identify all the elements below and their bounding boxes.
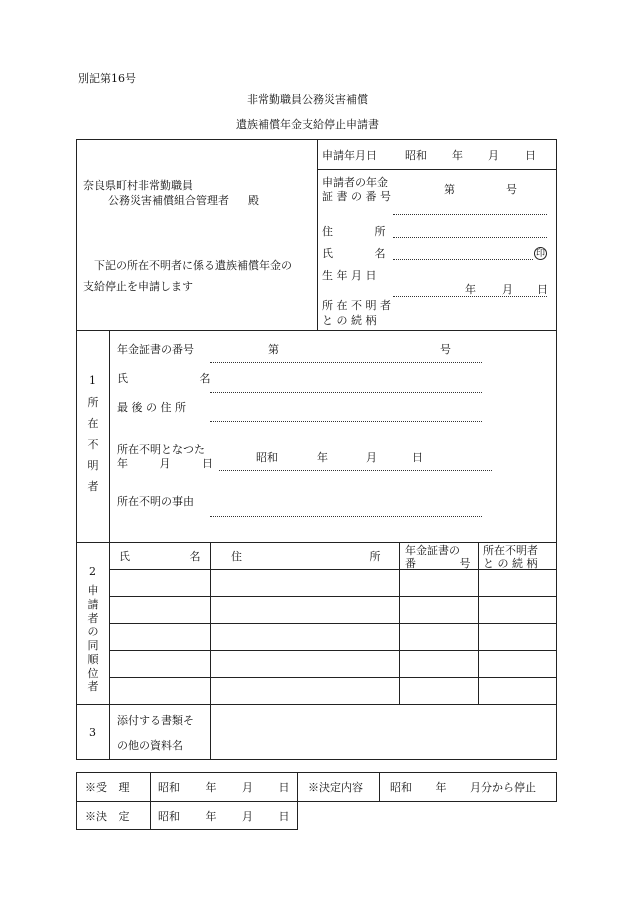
sec1-divider — [109, 330, 110, 760]
sec2-row-line — [109, 623, 557, 624]
top-divider — [317, 139, 318, 330]
sec1-number: 1 — [89, 374, 96, 387]
sec1-day: 日 — [412, 451, 423, 464]
birth-year: 年 — [465, 283, 476, 296]
seal-icon: 印 — [535, 249, 545, 259]
date-year: 年 — [452, 149, 463, 162]
cert-label-line2: 証 書 の 番 号 — [322, 190, 391, 203]
top-date-line — [317, 169, 557, 170]
footer-decision-content-label: ※決定内容 — [308, 781, 363, 794]
sec1-name-label: 氏 名 — [117, 372, 211, 385]
relation-label-line2: と の 続 柄 — [322, 314, 377, 327]
footer-divider — [379, 772, 380, 802]
addressee-line1: 奈良県町村非常勤職員 — [83, 179, 193, 192]
top-section-bottom — [76, 330, 557, 331]
sec2-col-cert-line2: 番 号 — [405, 557, 471, 570]
title-line1: 非常勤職員公務災害補償 — [247, 93, 368, 106]
sec2-col-relation-line2: と の 続 柄 — [483, 557, 538, 570]
birth-label: 生 年 月 日 — [322, 269, 377, 282]
sec2-vchar: 申 — [87, 584, 99, 597]
sec1-reason-dotline — [210, 516, 482, 517]
sec1-vertical-label — [86, 393, 100, 497]
date-month: 月 — [488, 149, 499, 162]
sec1-bottom — [76, 542, 557, 543]
sec2-col-cert-line1: 年金証書の — [405, 544, 460, 557]
sec1-vchar: 明 — [87, 458, 99, 472]
statement-line2: 支給停止を申請します — [83, 280, 193, 293]
sec1-last-address-dotline — [210, 421, 482, 422]
sec2-col-name: 氏 名 — [119, 550, 201, 563]
cert-label-line1: 申請者の年金 — [322, 176, 388, 189]
sec1-missing-since-line2: 年 月 日 — [117, 457, 213, 470]
name-label: 氏 名 — [322, 247, 386, 260]
sec1-last-address-label: 最 後 の 住 所 — [117, 401, 186, 414]
sec2-col-divider — [399, 542, 400, 704]
cert-go: 号 — [506, 183, 517, 196]
sec1-cert-label: 年金証書の番号 — [117, 343, 194, 356]
footer-received-date: 昭和 年 月 日 — [158, 781, 290, 794]
sec1-vchar: 不 — [87, 437, 99, 451]
sec2-col-relation-line1: 所在不明者 — [483, 544, 538, 557]
cert-dai: 第 — [444, 183, 455, 196]
statement-line1: 下記の所在不明者に係る遺族補償年金の — [94, 259, 292, 272]
sec1-vchar: 在 — [87, 416, 99, 430]
addressee-suffix: 殿 — [248, 194, 259, 207]
date-era: 昭和 — [405, 149, 427, 162]
date-label: 申請年月日 — [322, 149, 377, 162]
sec1-missing-since-line1: 所在不明となつた — [117, 443, 205, 456]
sec2-number: 2 — [89, 565, 96, 578]
sec2-vchar: 者 — [87, 680, 99, 694]
address-dotline — [393, 237, 547, 238]
sec1-name-dotline — [210, 392, 482, 393]
sec2-vchar: 請 — [87, 597, 99, 611]
sec1-year: 年 — [317, 451, 328, 464]
sec2-col-address: 住 所 — [231, 550, 381, 563]
birth-month: 月 — [502, 283, 513, 296]
cert-dotline — [393, 214, 547, 215]
footer-decided-label: ※決 定 — [85, 810, 130, 823]
name-dotline — [393, 259, 533, 260]
sec3-number: 3 — [89, 726, 96, 739]
birth-dotline — [393, 296, 547, 297]
sec2-col-divider — [478, 542, 479, 704]
sec1-reason-label: 所在不明の事由 — [117, 495, 194, 508]
footer-decided-date: 昭和 年 月 日 — [158, 810, 290, 823]
sec1-cert-dai: 第 — [268, 343, 279, 356]
addressee-line2: 公務災害補償組合管理者 — [108, 194, 229, 207]
sec2-vchar: 者 — [87, 611, 99, 625]
sec1-cert-dotline — [210, 362, 482, 363]
sec2-bottom — [76, 704, 557, 705]
sec3-label-line1: 添付する書類そ — [117, 714, 194, 727]
date-day: 日 — [525, 149, 536, 162]
sec2-vchar: 同 — [87, 639, 99, 652]
sec1-cert-go: 号 — [440, 343, 451, 356]
sec2-row-line — [109, 650, 557, 651]
sec1-era: 昭和 — [256, 451, 278, 464]
sec2-vchar: の — [87, 625, 99, 639]
form-number: 別記第16号 — [78, 72, 136, 85]
sec2-vchar: 位 — [87, 666, 99, 680]
relation-label-line1: 所 在 不 明 者 — [322, 299, 391, 312]
sec2-row-line — [109, 596, 557, 597]
title-line2: 遺族補償年金支給停止申請書 — [236, 118, 379, 131]
footer-decision-content: 昭和 年 月分から停止 — [390, 781, 536, 794]
sec2-vchar: 順 — [87, 652, 99, 666]
address-label: 住 所 — [322, 225, 386, 238]
sec1-vchar: 所 — [87, 396, 99, 409]
sec1-month: 月 — [366, 451, 377, 464]
sec3-label-line2: の他の資料名 — [117, 739, 183, 752]
sec2-vertical-label — [86, 584, 100, 694]
sec2-row-line — [109, 677, 557, 678]
sec1-vchar: 者 — [87, 479, 99, 493]
footer-received-label: ※受 理 — [85, 781, 130, 794]
sec2-col-divider — [210, 542, 211, 760]
birth-day: 日 — [537, 283, 548, 296]
sec1-missing-since-dotline — [219, 470, 492, 471]
